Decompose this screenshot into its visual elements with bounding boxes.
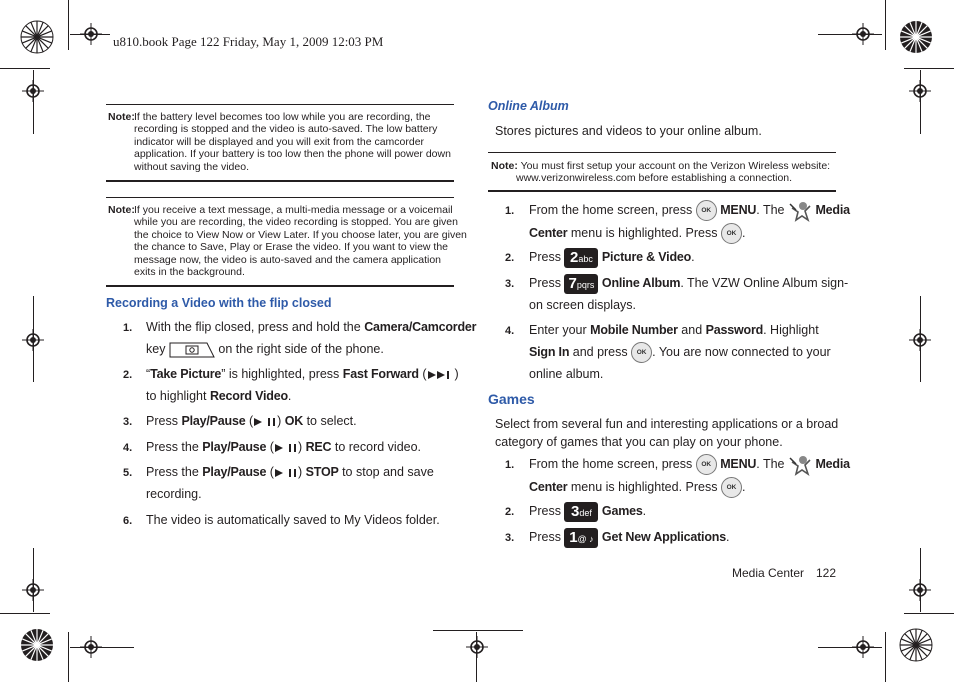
note-top-rule: [106, 197, 454, 198]
games-description-line: category of games that you can play on your phone.: [495, 435, 783, 449]
key-2-abc-icon: 2abc: [564, 248, 598, 268]
step-number: 5.: [123, 467, 133, 479]
registration-mark-icon: [909, 329, 931, 351]
registration-mark-icon: [909, 80, 931, 102]
step-number: 3.: [505, 532, 515, 544]
note-label: Note:: [108, 111, 135, 123]
step-bold: STOP: [305, 465, 339, 479]
step-number: 1.: [123, 322, 133, 334]
note-line: exits in the background.: [134, 266, 245, 279]
note-line: If you receive a text message, a multi-media message or a voicemail: [134, 204, 453, 216]
step-text: Press: [529, 250, 565, 264]
step-text: From the home screen, press: [529, 203, 696, 217]
note-line: the chance to Save, Play or Erase the video. If you want to view the: [134, 241, 449, 254]
print-header: u810.book Page 122 Friday, May 1, 2009 12:03 PM: [113, 34, 384, 49]
note-line: www.verizonwireless.com before establishing a connection.: [516, 172, 793, 185]
step-bold: Mobile Number: [590, 323, 678, 337]
note-line: message now, the video is auto-saved and the camera application: [134, 253, 442, 266]
step-text: ): [297, 465, 306, 479]
games-description: [495, 413, 838, 453]
step-text: Press the: [146, 440, 203, 454]
step-bold: Online Album: [601, 276, 681, 290]
step-text: online album.: [529, 367, 604, 382]
step-text: Press: [529, 276, 565, 290]
registration-mark-icon: [80, 23, 102, 45]
step-text: .: [691, 250, 695, 264]
step-text: menu is highlighted. Press: [567, 225, 721, 240]
online-step-3: [529, 272, 849, 316]
note-label: Note:: [108, 204, 135, 216]
step-text: . You are now connected to your: [652, 345, 831, 359]
note-bottom-rule: [488, 190, 836, 192]
play-pause-icon: [274, 442, 298, 454]
step-text: . Highlight: [763, 323, 819, 337]
key-3-def-icon: 3def: [564, 502, 598, 522]
step-text: .: [741, 479, 746, 494]
subheading-recording: Recording a Video with the flip closed: [106, 296, 332, 310]
games-description-line: Select from several fun and interesting applications or a broad: [495, 417, 839, 431]
online-album-description: Stores pictures and videos to your online album.: [495, 124, 762, 138]
note-line: without saving the video.: [134, 160, 249, 173]
step-text: on the right side of the phone.: [218, 342, 384, 356]
note-line: while you are recording, the video recording is stopped. You are given: [134, 216, 458, 229]
step-text: .: [725, 530, 730, 544]
step-number: 2.: [505, 252, 515, 264]
online-step-1: [529, 199, 850, 244]
note-line: You must first setup your account on the Verizon Wireless website:: [520, 160, 831, 172]
step-text: and press: [569, 345, 632, 359]
step-text: key: [146, 342, 166, 356]
registration-mark-icon: [22, 579, 44, 601]
step-text: Press: [529, 530, 565, 544]
note-verizon: [491, 160, 836, 185]
step-number: 3.: [123, 416, 133, 428]
games-step-3: [529, 526, 839, 548]
step-bold: Camera/Camcorder: [364, 320, 477, 334]
step-6: The video is automatically saved to My Videos folder.: [146, 513, 440, 527]
registration-mark-icon: [22, 80, 44, 102]
step-text: From the home screen, press: [529, 457, 696, 471]
step-text: .: [741, 225, 746, 240]
step-text: With the flip closed, press and hold the: [146, 320, 365, 334]
step-text: ): [297, 440, 306, 454]
step-number: 4.: [505, 325, 515, 337]
note-top-rule: [106, 104, 454, 105]
step-number: 4.: [123, 442, 133, 454]
star-target-icon: [899, 628, 933, 662]
ok-key-icon: OK: [721, 477, 742, 498]
step-bold: Games: [601, 504, 643, 518]
step-bold: Take Picture: [150, 367, 222, 381]
step-text: to highlight: [146, 389, 210, 403]
step-bold: Center: [529, 479, 568, 494]
step-text: recording.: [146, 487, 202, 501]
star-target-icon: [20, 628, 54, 662]
step-text: (: [418, 367, 427, 381]
page-number: 122: [816, 566, 837, 580]
step-text: . The: [756, 203, 788, 217]
registration-mark-icon: [80, 636, 102, 658]
step-bold: Play/Pause: [181, 414, 246, 428]
step-text: . The VZW Online Album sign-: [680, 276, 849, 290]
step-bold: Play/Pause: [202, 465, 267, 479]
step-1: [146, 316, 477, 360]
ok-key-icon: OK: [721, 223, 742, 244]
step-bold: MENU: [720, 457, 757, 471]
step-text: to stop and save: [338, 465, 434, 479]
step-text: .: [642, 504, 647, 518]
step-bold: Get New Applications: [601, 530, 726, 544]
play-pause-icon: [253, 416, 277, 428]
ok-key-icon: OK: [696, 200, 717, 221]
step-text: “: [146, 367, 151, 381]
note-bottom-rule: [106, 180, 454, 182]
note-label: Note:: [491, 160, 518, 172]
step-2: [146, 363, 459, 407]
step-text: Press: [146, 414, 182, 428]
step-5: [146, 461, 456, 505]
step-text: (: [266, 440, 274, 454]
step-bold: Picture & Video: [601, 250, 692, 264]
footer-section: Media Center: [732, 566, 805, 580]
camera-key-icon: [169, 342, 215, 358]
step-text: and: [677, 323, 706, 337]
step-text: Enter your: [529, 323, 591, 337]
step-text: ” is highlighted, press: [221, 367, 343, 381]
registration-mark-icon: [852, 636, 874, 658]
step-text: to select.: [303, 414, 357, 428]
step-3: [146, 410, 456, 432]
star-target-icon: [20, 20, 54, 54]
step-number: 6.: [123, 515, 133, 527]
step-bold: MENU: [720, 203, 757, 217]
registration-mark-icon: [909, 579, 931, 601]
play-pause-icon: [274, 467, 298, 479]
note-top-rule: [488, 152, 836, 153]
step-text: menu is highlighted. Press: [567, 479, 721, 494]
step-bold: Media: [815, 457, 850, 471]
step-bold: Center: [529, 225, 568, 240]
step-bold: Record Video: [209, 389, 288, 403]
step-number: 2.: [123, 369, 133, 381]
note-line: the choice to View Now or View Later. If you choose later, you are given: [134, 228, 467, 241]
subheading-online-album: Online Album: [488, 99, 569, 113]
online-step-2: [529, 246, 839, 268]
step-text: ): [277, 414, 285, 428]
online-step-4: [529, 319, 839, 385]
step-text: on screen displays.: [529, 298, 637, 312]
step-bold: Sign In: [529, 345, 570, 359]
step-text: Press: [529, 504, 565, 518]
step-text: (: [245, 414, 254, 428]
step-text: ): [454, 367, 459, 381]
step-number: 2.: [505, 506, 515, 518]
step-text: .: [287, 389, 292, 403]
step-4: [146, 436, 456, 458]
star-target-icon: [899, 20, 933, 54]
note-line: recording is stopped and the video is auto-saved. The low battery: [134, 123, 438, 136]
games-step-2: [529, 500, 839, 522]
step-bold: Play/Pause: [202, 440, 267, 454]
step-bold: Password: [705, 323, 764, 337]
registration-mark-icon: [22, 329, 44, 351]
media-center-icon: [788, 454, 812, 476]
step-number: 3.: [505, 278, 515, 290]
media-center-icon: [788, 200, 812, 222]
games-step-1: [529, 453, 850, 498]
note-line: application. If your battery is too low then the phone will power down: [134, 148, 451, 161]
key-1-voicemail-icon: 1@ ♪: [564, 528, 598, 548]
step-text: (: [266, 465, 274, 479]
step-number: 1.: [505, 205, 515, 217]
step-bold: OK: [284, 414, 304, 428]
section-title-games: Games: [488, 391, 535, 407]
ok-key-icon: OK: [631, 342, 652, 363]
fast-forward-icon: [427, 369, 455, 381]
step-text: to record video.: [331, 440, 422, 454]
ok-key-icon: OK: [696, 454, 717, 475]
note-bottom-rule: [106, 285, 454, 287]
registration-mark-icon: [852, 23, 874, 45]
key-7-pqrs-icon: 7pqrs: [564, 274, 598, 294]
step-number: 1.: [505, 459, 515, 471]
step-text: Press the: [146, 465, 203, 479]
registration-mark-icon: [466, 636, 488, 658]
note-line: indicator will be displayed and you will exit from the camcorder: [134, 135, 425, 148]
step-text: . The: [756, 457, 788, 471]
note-line: If the battery level becomes too low while you are recording, the: [134, 111, 431, 123]
step-bold: REC: [305, 440, 332, 454]
step-bold: Media: [815, 203, 850, 217]
step-bold: Fast Forward: [342, 367, 419, 381]
